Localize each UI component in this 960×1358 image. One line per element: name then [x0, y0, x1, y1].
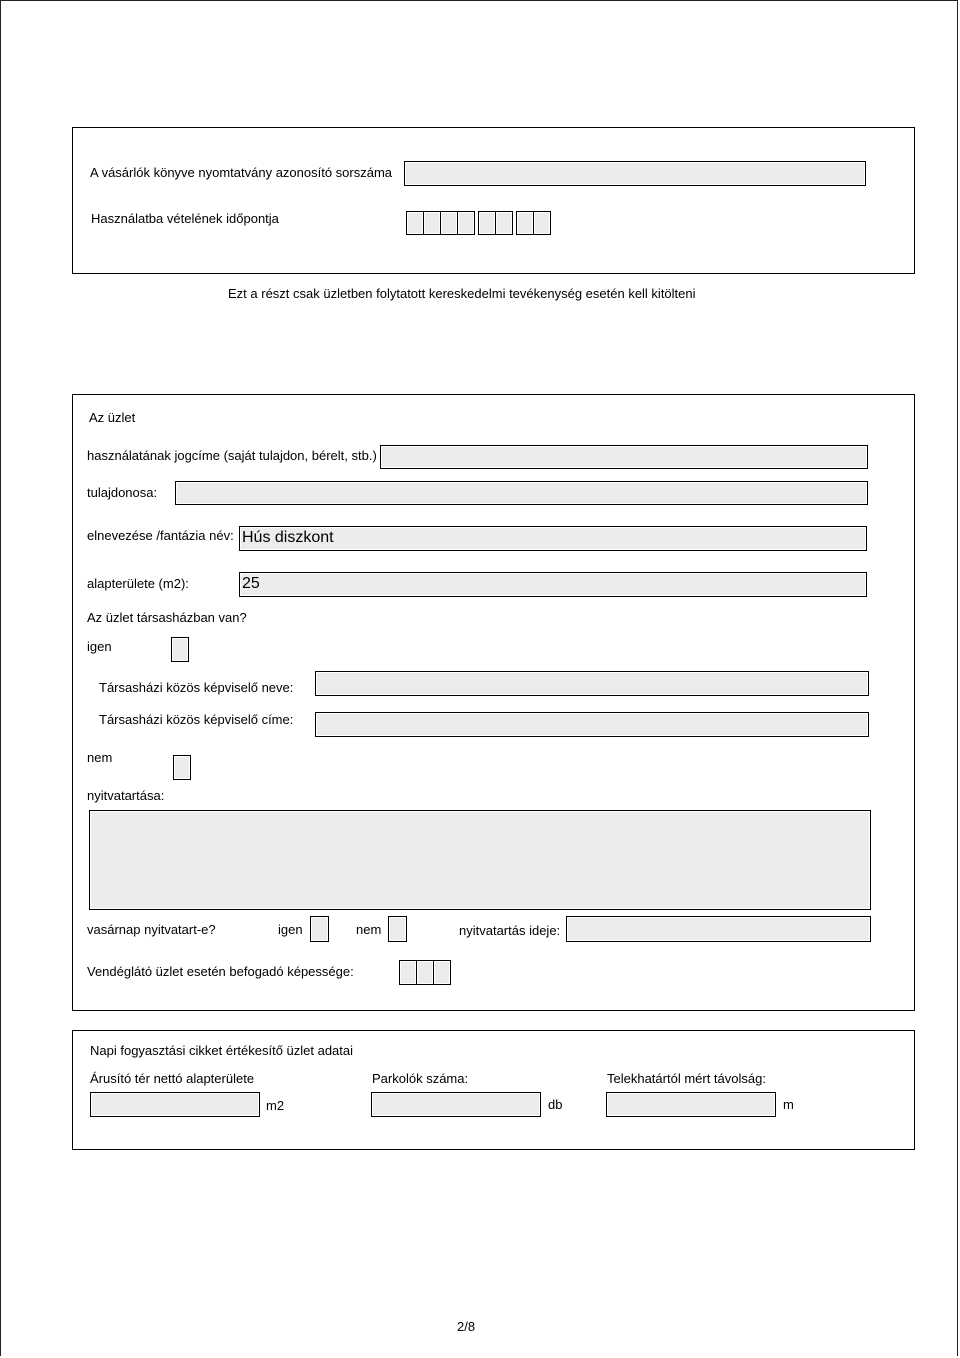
shop-name-input[interactable]: Hús diszkont: [239, 526, 867, 551]
sunday-hours-label: nyitvatartás ideje:: [459, 923, 561, 938]
usage-label: használatának jogcíme (saját tulajdon, bérelt, stb.): [87, 448, 377, 463]
shop-title: Az üzlet: [89, 410, 136, 425]
rep-name-input[interactable]: [315, 671, 869, 696]
sunday-yes-checkbox[interactable]: [310, 916, 329, 942]
date-cell[interactable]: [495, 211, 513, 235]
distance-label: Telekhatártól mért távolság:: [607, 1071, 766, 1086]
date-label: Használatba vételének időpontja: [91, 211, 279, 226]
date-cell[interactable]: [478, 211, 496, 235]
capacity-cell[interactable]: [433, 960, 451, 985]
sunday-label: vasárnap nyitvatart-e?: [87, 922, 216, 937]
serial-label: A vásárlók könyve nyomtatvány azonosító sorszáma: [90, 165, 393, 180]
date-cell[interactable]: [457, 211, 475, 235]
date-cell[interactable]: [423, 211, 441, 235]
distance-input[interactable]: [606, 1092, 776, 1117]
distance-unit: m: [783, 1097, 794, 1112]
owner-input[interactable]: [175, 481, 868, 505]
serial-input[interactable]: [404, 161, 866, 186]
sales-area-label: Árusító tér nettó alapterülete: [90, 1071, 255, 1086]
capacity-cells: [399, 960, 450, 985]
capacity-label: Vendéglátó üzlet esetén befogadó képessége:: [87, 964, 354, 979]
sales-area-input[interactable]: [90, 1092, 260, 1117]
date-cell[interactable]: [533, 211, 551, 235]
condo-no-label: nem: [87, 750, 113, 765]
condo-no-checkbox[interactable]: [173, 755, 191, 780]
rep-address-label: Társasházi közös képviselő címe:: [99, 712, 294, 727]
date-cells: [406, 211, 550, 235]
shop-section-note: Ezt a részt csak üzletben folytatott kereskedelmi tevékenység esetén kell kitölteni: [228, 286, 696, 301]
opening-hours-label: nyitvatartása:: [87, 788, 165, 803]
capacity-cell[interactable]: [416, 960, 434, 985]
shop-area-input[interactable]: 25: [239, 572, 867, 597]
opening-hours-input[interactable]: [89, 810, 871, 910]
sunday-hours-input[interactable]: [566, 916, 871, 942]
condo-yes-checkbox[interactable]: [171, 637, 189, 662]
sales-area-unit: m2: [266, 1098, 285, 1113]
condo-question: Az üzlet társasházban van?: [87, 610, 247, 625]
date-cell[interactable]: [406, 211, 424, 235]
area-label: alapterülete (m2):: [87, 576, 189, 591]
owner-label: tulajdonosa:: [87, 485, 158, 500]
parking-label: Parkolók száma:: [372, 1071, 469, 1086]
date-cell[interactable]: [516, 211, 534, 235]
sunday-no-label: nem: [356, 922, 382, 937]
name-label: elnevezése /fantázia név:: [87, 528, 234, 543]
sunday-yes-label: igen: [278, 922, 303, 937]
usage-input[interactable]: [380, 445, 868, 469]
condo-yes-label: igen: [87, 639, 112, 654]
parking-unit: db: [548, 1097, 563, 1112]
rep-name-label: Társasházi közös képviselő neve:: [99, 680, 294, 695]
rep-address-input[interactable]: [315, 712, 869, 737]
page-number: 2/8: [457, 1319, 476, 1334]
sunday-no-checkbox[interactable]: [388, 916, 407, 942]
form-header-section: [72, 127, 915, 274]
parking-input[interactable]: [371, 1092, 541, 1117]
date-cell[interactable]: [440, 211, 458, 235]
capacity-cell[interactable]: [399, 960, 417, 985]
daily-goods-title: Napi fogyasztási cikket értékesítő üzlet adatai: [90, 1043, 354, 1058]
